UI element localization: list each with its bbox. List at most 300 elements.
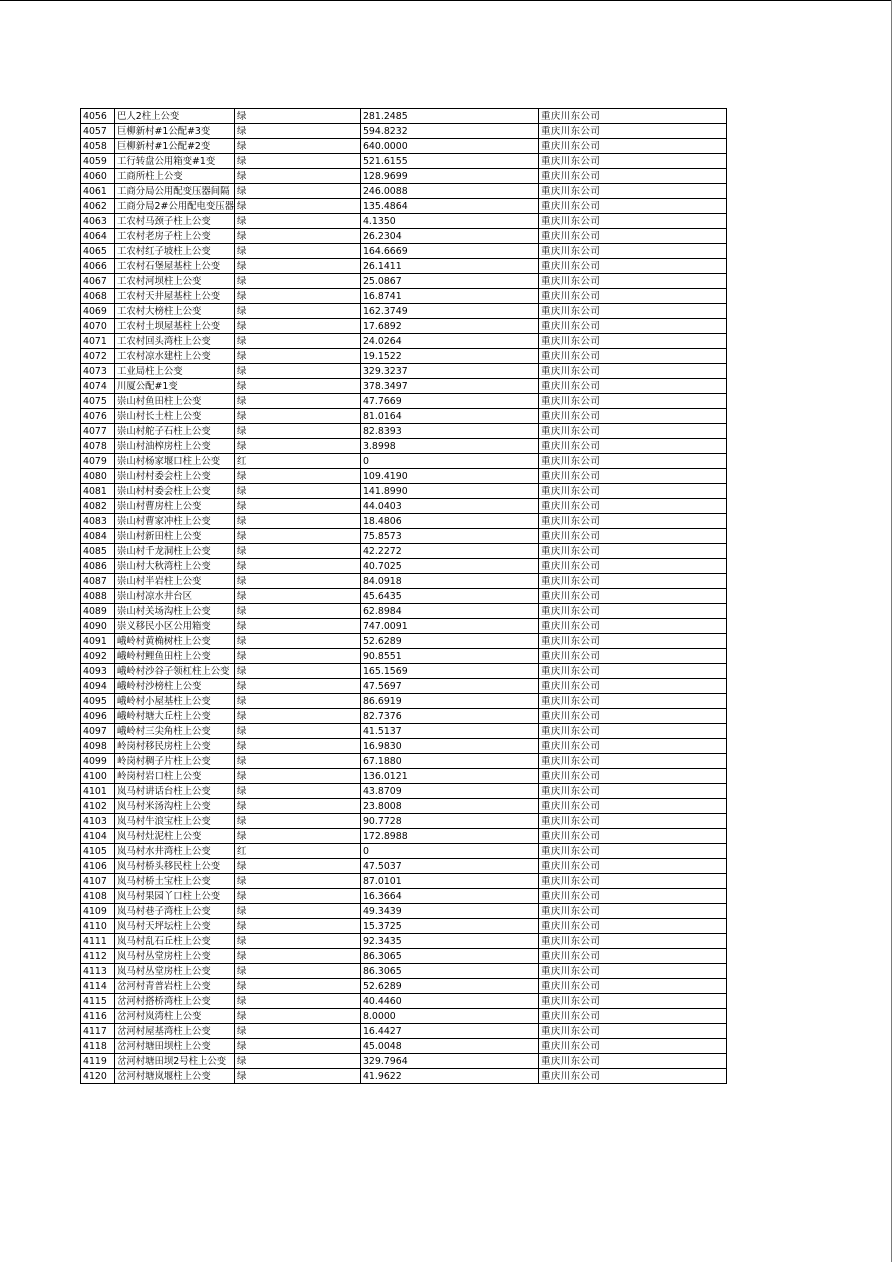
table-row [81,964,727,979]
transformer-name-cell: 崇山村关场沟柱上公变 [115,604,235,619]
transformer-name-cell: 工农村土坝屋基柱上公变 [115,319,235,334]
transformer-name-cell: 崇山村油榨房柱上公变 [115,439,235,454]
transformer-name-cell: 崇山村半岩柱上公变 [115,574,235,589]
table-row [81,814,727,829]
company-cell: 重庆川东公司 [538,829,726,844]
status-color-cell: 绿 [234,184,360,199]
company-cell: 重庆川东公司 [538,244,726,259]
value-cell: 141.8990 [360,484,538,499]
table-row [81,424,727,439]
table-row [81,499,727,514]
row-id-cell: 4114 [81,979,115,994]
value-cell: 16.8741 [360,289,538,304]
transformer-name-cell: 崇山村长土柱上公变 [115,409,235,424]
transformer-name-cell: 岚马村水井湾柱上公变 [115,844,235,859]
value-cell: 747.0091 [360,619,538,634]
table-row [81,544,727,559]
transformer-name-cell: 峨岭村黄桷树柱上公变 [115,634,235,649]
transformer-name-cell: 工农村大榜柱上公变 [115,304,235,319]
value-cell: 246.0088 [360,184,538,199]
value-cell: 16.9830 [360,739,538,754]
value-cell: 44.0403 [360,499,538,514]
status-color-cell: 绿 [234,874,360,889]
value-cell: 92.3435 [360,934,538,949]
table-row [81,514,727,529]
status-color-cell: 绿 [234,784,360,799]
status-color-cell: 绿 [234,964,360,979]
value-cell: 82.8393 [360,424,538,439]
status-color-cell: 绿 [234,154,360,169]
status-color-cell: 绿 [234,934,360,949]
company-cell: 重庆川东公司 [538,259,726,274]
table-row [81,229,727,244]
row-id-cell: 4076 [81,409,115,424]
value-cell: 47.7669 [360,394,538,409]
table-row [81,664,727,679]
table-row [81,349,727,364]
table-row [81,409,727,424]
transformer-name-cell: 崇山村千龙洞柱上公变 [115,544,235,559]
row-id-cell: 4105 [81,844,115,859]
table-row [81,574,727,589]
transformer-name-cell: 崇山村大秋湾柱上公变 [115,559,235,574]
value-cell: 86.3065 [360,949,538,964]
company-cell: 重庆川东公司 [538,304,726,319]
status-color-cell: 绿 [234,394,360,409]
status-color-cell: 红 [234,844,360,859]
status-color-cell: 绿 [234,919,360,934]
value-cell: 67.1880 [360,754,538,769]
transformer-name-cell: 峨岭村沙榜柱上公变 [115,679,235,694]
status-color-cell: 绿 [234,664,360,679]
transformer-name-cell: 巨柳新村#1公配#3变 [115,124,235,139]
company-cell: 重庆川东公司 [538,559,726,574]
table-row [81,619,727,634]
status-color-cell: 绿 [234,679,360,694]
transformer-name-cell: 岚马村讲话台柱上公变 [115,784,235,799]
status-color-cell: 绿 [234,229,360,244]
company-cell: 重庆川东公司 [538,964,726,979]
row-id-cell: 4110 [81,919,115,934]
row-id-cell: 4102 [81,799,115,814]
transformer-name-cell: 岔河村青普岩柱上公变 [115,979,235,994]
transformer-name-cell: 工商分局2#公用配电变压器 [115,199,235,214]
company-cell: 重庆川东公司 [538,319,726,334]
status-color-cell: 绿 [234,514,360,529]
value-cell: 8.0000 [360,1009,538,1024]
table-row [81,904,727,919]
company-cell: 重庆川东公司 [538,334,726,349]
row-id-cell: 4078 [81,439,115,454]
status-color-cell: 绿 [234,424,360,439]
value-cell: 162.3749 [360,304,538,319]
row-id-cell: 4056 [81,109,115,124]
company-cell: 重庆川东公司 [538,754,726,769]
company-cell: 重庆川东公司 [538,349,726,364]
row-id-cell: 4095 [81,694,115,709]
value-cell: 82.7376 [360,709,538,724]
table-row [81,949,727,964]
company-cell: 重庆川东公司 [538,859,726,874]
value-cell: 43.8709 [360,784,538,799]
status-color-cell: 绿 [234,979,360,994]
value-cell: 87.0101 [360,874,538,889]
transformer-name-cell: 岚马村天坪坛柱上公变 [115,919,235,934]
row-id-cell: 4068 [81,289,115,304]
row-id-cell: 4117 [81,1024,115,1039]
status-color-cell: 绿 [234,739,360,754]
company-cell: 重庆川东公司 [538,889,726,904]
transformer-name-cell: 工农村红子坡柱上公变 [115,244,235,259]
status-color-cell: 绿 [234,889,360,904]
value-cell: 16.3664 [360,889,538,904]
table-row [81,679,727,694]
row-id-cell: 4079 [81,454,115,469]
transformer-name-cell: 岚马村米汤沟柱上公变 [115,799,235,814]
company-cell: 重庆川东公司 [538,409,726,424]
table-row [81,139,727,154]
transformer-name-cell: 岔河村岚湾柱上公变 [115,1009,235,1024]
transformer-name-cell: 崇山村村委会柱上公变 [115,469,235,484]
transformer-name-cell: 峨岭村小屋基柱上公变 [115,694,235,709]
company-cell: 重庆川东公司 [538,619,726,634]
table-row [81,214,727,229]
company-cell: 重庆川东公司 [538,514,726,529]
row-id-cell: 4060 [81,169,115,184]
value-cell: 90.7728 [360,814,538,829]
row-id-cell: 4103 [81,814,115,829]
transformer-name-cell: 工农村石堡屋基柱上公变 [115,259,235,274]
transformer-name-cell: 岭岗村岩口柱上公变 [115,769,235,784]
company-cell: 重庆川东公司 [538,229,726,244]
row-id-cell: 4073 [81,364,115,379]
company-cell: 重庆川东公司 [538,394,726,409]
status-color-cell: 绿 [234,289,360,304]
company-cell: 重庆川东公司 [538,949,726,964]
transformer-name-cell: 工农村天井屋基柱上公变 [115,289,235,304]
transformer-name-cell: 工农村回头湾柱上公变 [115,334,235,349]
table-row [81,1009,727,1024]
value-cell: 45.0048 [360,1039,538,1054]
table-row [81,259,727,274]
value-cell: 16.4427 [360,1024,538,1039]
table-row [81,169,727,184]
row-id-cell: 4058 [81,139,115,154]
status-color-cell: 绿 [234,349,360,364]
status-color-cell: 绿 [234,364,360,379]
row-id-cell: 4062 [81,199,115,214]
company-cell: 重庆川东公司 [538,1069,726,1084]
company-cell: 重庆川东公司 [538,589,726,604]
value-cell: 40.4460 [360,994,538,1009]
status-color-cell: 绿 [234,604,360,619]
status-color-cell: 绿 [234,274,360,289]
value-cell: 135.4864 [360,199,538,214]
value-cell: 52.6289 [360,979,538,994]
status-color-cell: 绿 [234,379,360,394]
transformer-name-cell: 峨岭村沙谷子领杠柱上公变 [115,664,235,679]
transformer-name-cell: 崇山村村委会柱上公变 [115,484,235,499]
transformer-name-cell: 崇山村新田柱上公变 [115,529,235,544]
table-row [81,604,727,619]
company-cell: 重庆川东公司 [538,139,726,154]
status-color-cell: 绿 [234,904,360,919]
table-row [81,724,727,739]
table-row [81,769,727,784]
row-id-cell: 4090 [81,619,115,634]
status-color-cell: 绿 [234,304,360,319]
table-row [81,199,727,214]
table-row [81,304,727,319]
value-cell: 0 [360,844,538,859]
transformer-name-cell: 工农村老房子柱上公变 [115,229,235,244]
status-color-cell: 绿 [234,949,360,964]
status-color-cell: 绿 [234,619,360,634]
company-cell: 重庆川东公司 [538,649,726,664]
status-color-cell: 绿 [234,469,360,484]
transformer-name-cell: 工农村河坝柱上公变 [115,274,235,289]
table-row [81,394,727,409]
company-cell: 重庆川东公司 [538,1039,726,1054]
transformer-name-cell: 工农村马颈子柱上公变 [115,214,235,229]
company-cell: 重庆川东公司 [538,529,726,544]
row-id-cell: 4075 [81,394,115,409]
table-row [81,634,727,649]
transformer-name-cell: 崇山村杨家堰口柱上公变 [115,454,235,469]
status-color-cell: 绿 [234,439,360,454]
table-row [81,709,727,724]
row-id-cell: 4083 [81,514,115,529]
table-row [81,859,727,874]
value-cell: 23.8008 [360,799,538,814]
status-color-cell: 绿 [234,139,360,154]
row-id-cell: 4099 [81,754,115,769]
company-cell: 重庆川东公司 [538,499,726,514]
table-row [81,364,727,379]
table-row [81,844,727,859]
transformer-name-cell: 岚马村桥头移民柱上公变 [115,859,235,874]
company-cell: 重庆川东公司 [538,469,726,484]
row-id-cell: 4063 [81,214,115,229]
row-id-cell: 4116 [81,1009,115,1024]
transformer-name-cell: 峨岭村塘大丘柱上公变 [115,709,235,724]
company-cell: 重庆川东公司 [538,979,726,994]
table-row [81,649,727,664]
table-row [81,274,727,289]
value-cell: 172.8988 [360,829,538,844]
transformer-name-cell: 崇山村曹家冲柱上公变 [115,514,235,529]
table-row [81,439,727,454]
company-cell: 重庆川东公司 [538,544,726,559]
row-id-cell: 4112 [81,949,115,964]
status-color-cell: 绿 [234,799,360,814]
value-cell: 24.0264 [360,334,538,349]
status-color-cell: 绿 [234,124,360,139]
transformer-name-cell: 岭岗村移民房柱上公变 [115,739,235,754]
company-cell: 重庆川东公司 [538,844,726,859]
page-top-border [0,0,892,1]
row-id-cell: 4109 [81,904,115,919]
row-id-cell: 4064 [81,229,115,244]
company-cell: 重庆川东公司 [538,739,726,754]
company-cell: 重庆川东公司 [538,604,726,619]
company-cell: 重庆川东公司 [538,784,726,799]
status-color-cell: 绿 [234,634,360,649]
value-cell: 75.8573 [360,529,538,544]
row-id-cell: 4069 [81,304,115,319]
transformer-name-cell: 峨岭村三尖角柱上公变 [115,724,235,739]
status-color-cell: 绿 [234,259,360,274]
table-row [81,1024,727,1039]
row-id-cell: 4057 [81,124,115,139]
table-row [81,694,727,709]
transformer-name-cell: 岚马村果园丫口柱上公变 [115,889,235,904]
company-cell: 重庆川东公司 [538,364,726,379]
status-color-cell: 绿 [234,214,360,229]
company-cell: 重庆川东公司 [538,574,726,589]
transformer-name-cell: 岚马村牛浪宝柱上公变 [115,814,235,829]
company-cell: 重庆川东公司 [538,874,726,889]
row-id-cell: 4091 [81,634,115,649]
company-cell: 重庆川东公司 [538,724,726,739]
status-color-cell: 绿 [234,1039,360,1054]
company-cell: 重庆川东公司 [538,109,726,124]
transformer-name-cell: 崇山村鱼田柱上公变 [115,394,235,409]
value-cell: 86.6919 [360,694,538,709]
row-id-cell: 4119 [81,1054,115,1069]
row-id-cell: 4092 [81,649,115,664]
transformer-name-cell: 巨柳新村#1公配#2变 [115,139,235,154]
transformer-name-cell: 工商分局公用配变压器间隔 [115,184,235,199]
value-cell: 165.1569 [360,664,538,679]
company-cell: 重庆川东公司 [538,634,726,649]
transformer-name-cell: 崇山村曹房柱上公变 [115,499,235,514]
row-id-cell: 4070 [81,319,115,334]
row-id-cell: 4084 [81,529,115,544]
row-id-cell: 4113 [81,964,115,979]
row-id-cell: 4108 [81,889,115,904]
status-color-cell: 绿 [234,1009,360,1024]
company-cell: 重庆川东公司 [538,1054,726,1069]
row-id-cell: 4107 [81,874,115,889]
company-cell: 重庆川东公司 [538,289,726,304]
table-row [81,589,727,604]
row-id-cell: 4067 [81,274,115,289]
status-color-cell: 绿 [234,319,360,334]
table-row [81,454,727,469]
status-color-cell: 绿 [234,574,360,589]
row-id-cell: 4066 [81,259,115,274]
company-cell: 重庆川东公司 [538,904,726,919]
table-row [81,469,727,484]
company-cell: 重庆川东公司 [538,154,726,169]
row-id-cell: 4081 [81,484,115,499]
status-color-cell: 绿 [234,409,360,424]
transformer-name-cell: 工业局柱上公变 [115,364,235,379]
status-color-cell: 绿 [234,724,360,739]
table-row [81,244,727,259]
status-color-cell: 绿 [234,1054,360,1069]
value-cell: 52.6289 [360,634,538,649]
status-color-cell: 绿 [234,109,360,124]
status-color-cell: 绿 [234,499,360,514]
row-id-cell: 4085 [81,544,115,559]
value-cell: 281.2485 [360,109,538,124]
table-row [81,799,727,814]
status-color-cell: 绿 [234,709,360,724]
value-cell: 45.6435 [360,589,538,604]
company-cell: 重庆川东公司 [538,424,726,439]
table-row [81,109,727,124]
company-cell: 重庆川东公司 [538,679,726,694]
value-cell: 329.7964 [360,1054,538,1069]
value-cell: 81.0164 [360,409,538,424]
value-cell: 109.4190 [360,469,538,484]
value-cell: 84.0918 [360,574,538,589]
status-color-cell: 绿 [234,1069,360,1084]
row-id-cell: 4100 [81,769,115,784]
status-color-cell: 绿 [234,1024,360,1039]
table-row [81,829,727,844]
transformer-name-cell: 岭岗村稠子片柱上公变 [115,754,235,769]
table-row [81,1069,727,1084]
value-cell: 86.3065 [360,964,538,979]
value-cell: 18.4806 [360,514,538,529]
status-color-cell: 绿 [234,589,360,604]
value-cell: 41.5137 [360,724,538,739]
table-row [81,919,727,934]
table-row [81,334,727,349]
status-color-cell: 绿 [234,814,360,829]
transformer-name-cell: 岔河村塘岚堰柱上公变 [115,1069,235,1084]
value-cell: 0 [360,454,538,469]
data-table [80,108,727,1084]
company-cell: 重庆川东公司 [538,199,726,214]
transformer-name-cell: 岚马村桥土宝柱上公变 [115,874,235,889]
table-row [81,319,727,334]
transformer-name-cell: 岚马村丛堂房柱上公变 [115,964,235,979]
table-row [81,994,727,1009]
value-cell: 164.6669 [360,244,538,259]
table-row [81,154,727,169]
transformer-name-cell: 工商所柱上公变 [115,169,235,184]
table-row [81,874,727,889]
value-cell: 378.3497 [360,379,538,394]
row-id-cell: 4098 [81,739,115,754]
table-row [81,124,727,139]
row-id-cell: 4077 [81,424,115,439]
transformer-name-cell: 岔河村屋基湾柱上公变 [115,1024,235,1039]
value-cell: 49.3439 [360,904,538,919]
status-color-cell: 绿 [234,559,360,574]
transformer-name-cell: 峨岭村鲤鱼田柱上公变 [115,649,235,664]
status-color-cell: 绿 [234,334,360,349]
status-color-cell: 绿 [234,199,360,214]
company-cell: 重庆川东公司 [538,184,726,199]
status-color-cell: 绿 [234,769,360,784]
transformer-name-cell: 岚马村巷子湾柱上公变 [115,904,235,919]
table-row [81,754,727,769]
row-id-cell: 4093 [81,664,115,679]
row-id-cell: 4115 [81,994,115,1009]
row-id-cell: 4118 [81,1039,115,1054]
company-cell: 重庆川东公司 [538,379,726,394]
transformer-name-cell: 岚马村灶泥柱上公变 [115,829,235,844]
value-cell: 40.7025 [360,559,538,574]
table-row [81,1039,727,1054]
row-id-cell: 4094 [81,679,115,694]
row-id-cell: 4088 [81,589,115,604]
